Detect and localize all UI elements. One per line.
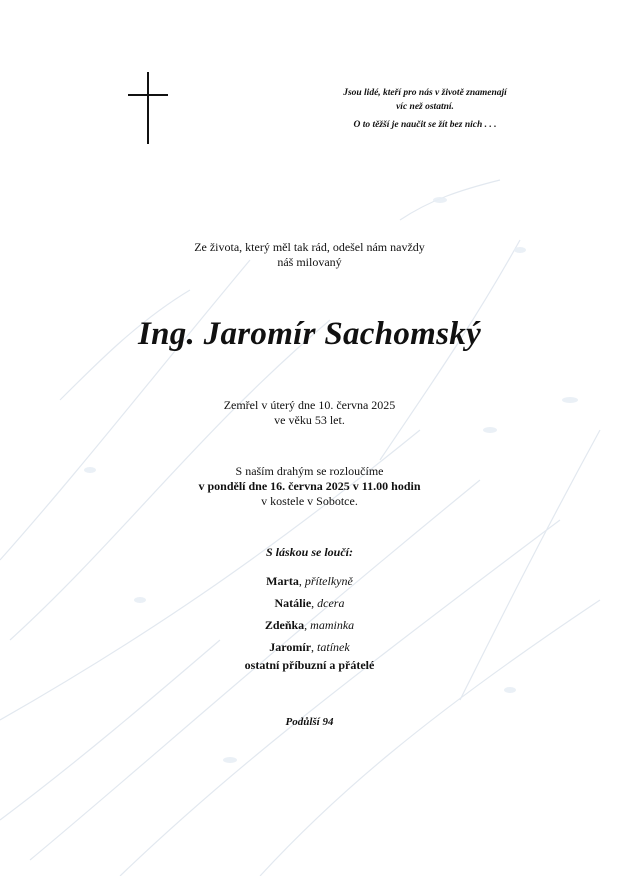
intro-line: náš milovaný — [277, 255, 342, 269]
deceased-name: Ing. Jaromír Sachomský — [137, 316, 482, 352]
funeral-info — [0, 464, 619, 509]
quote — [320, 86, 530, 132]
mourner-relation: dcera — [317, 596, 345, 610]
mourner-name: Natálie — [274, 596, 312, 610]
intro-text — [0, 240, 619, 270]
mourners-title: S láskou se loučí: — [265, 545, 353, 559]
funeral-date: v pondělí dne 16. června 2025 v 11.00 hodin — [198, 479, 421, 493]
mourner-name: Jaromír — [269, 640, 312, 654]
mourner-name: Zdeňka — [264, 618, 305, 632]
mourner: Zdeňka, maminka — [264, 618, 355, 632]
intro-line: Ze života, který měl tak rád, odešel nám navždy — [194, 240, 425, 254]
funeral-line: S naším drahým se rozloučíme — [235, 464, 384, 478]
mourner-relation: přítelkyně — [304, 574, 353, 588]
mourner: Natálie, dcera — [274, 596, 345, 610]
others-text: ostatní příbuzní a přátelé — [244, 658, 375, 672]
cross-icon — [128, 72, 168, 144]
quote-line: víc než ostatní. — [396, 102, 454, 112]
death-info — [0, 398, 619, 428]
address: Podůlší 94 — [285, 716, 334, 728]
death-line: Zemřel v úterý dne 10. června 2025 — [223, 398, 396, 412]
mourner-relation: maminka — [310, 618, 355, 632]
mourner-name: Marta — [266, 574, 299, 588]
quote-line: Jsou lidé, kteří pro nás v životě znamenají — [343, 88, 507, 98]
mourner-relation: tatínek — [317, 640, 350, 654]
death-line: ve věku 53 let. — [274, 413, 345, 427]
funeral-place: v kostele v Sobotce. — [261, 494, 358, 508]
mourner: Marta, přítelkyně — [266, 574, 353, 588]
quote-line: O to těžší je naučit se žít bez nich . . . — [353, 120, 497, 130]
mourners-list — [0, 570, 619, 658]
mourner: Jaromír, tatínek — [269, 640, 350, 654]
